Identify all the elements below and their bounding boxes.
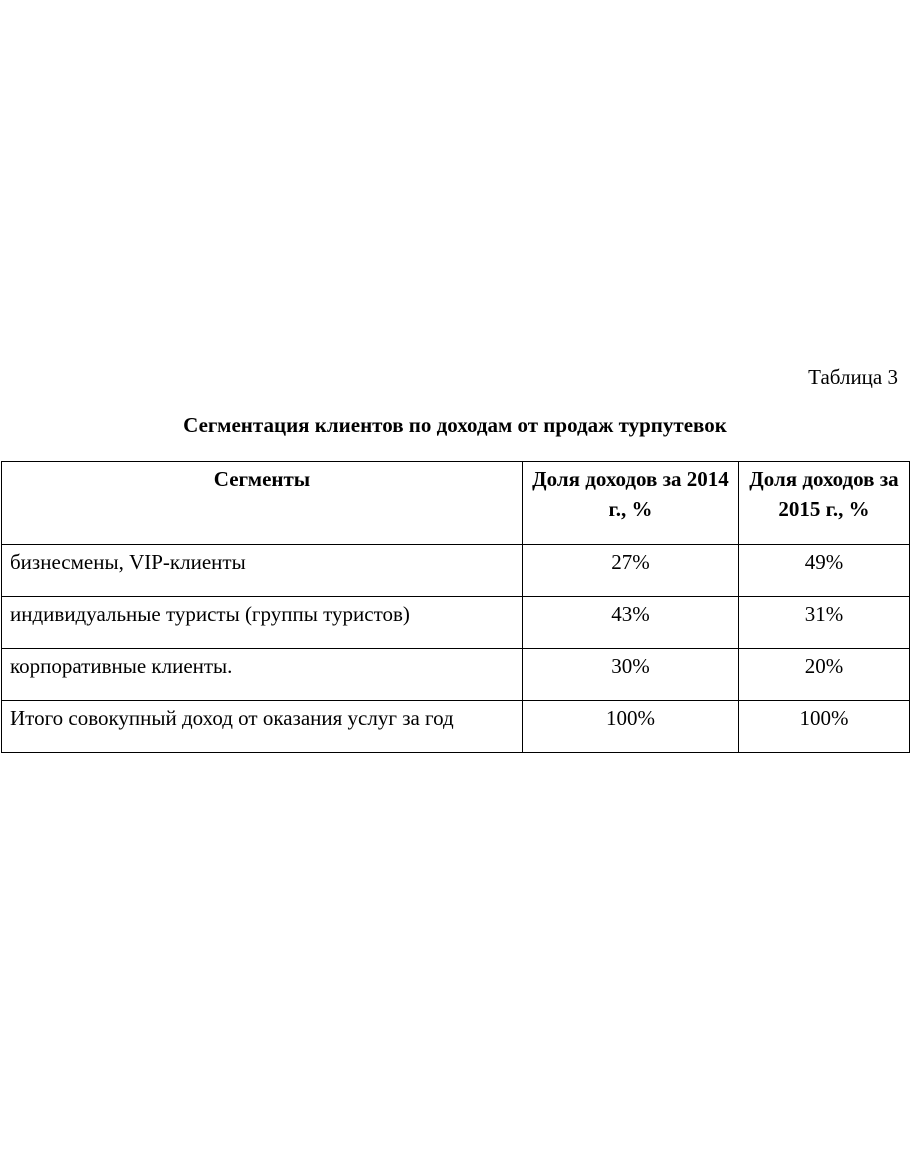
share-2015-cell: 49% [739, 545, 910, 597]
table-row [2, 649, 910, 701]
share-2015-cell: 31% [739, 597, 910, 649]
table-header-row [2, 462, 910, 545]
share-2014-cell: 30% [523, 649, 739, 701]
table-row [2, 597, 910, 649]
header-share-2014: Доля доходов за 2014 г., % [523, 462, 739, 545]
segmentation-table [1, 461, 910, 753]
share-2014-cell: 43% [523, 597, 739, 649]
share-2015-cell: 100% [739, 701, 910, 753]
table-row [2, 545, 910, 597]
header-segments: Сегменты [2, 462, 523, 545]
header-share-2015: Доля доходов за 2015 г., % [739, 462, 910, 545]
share-2014-cell: 100% [523, 701, 739, 753]
share-2014-cell: 27% [523, 545, 739, 597]
share-2015-cell: 20% [739, 649, 910, 701]
segment-cell: корпоративные клиенты. [2, 649, 523, 701]
segment-cell: индивидуальные туристы (группы туристов) [2, 597, 523, 649]
table-label: Таблица 3 [808, 365, 898, 389]
document-title: Сегментация клиентов по доходам от продаж турпутевок [183, 413, 727, 437]
table-total-row [2, 701, 910, 753]
segment-cell: бизнесмены, VIP-клиенты [2, 545, 523, 597]
segment-cell: Итого совокупный доход от оказания услуг за год [2, 701, 523, 753]
